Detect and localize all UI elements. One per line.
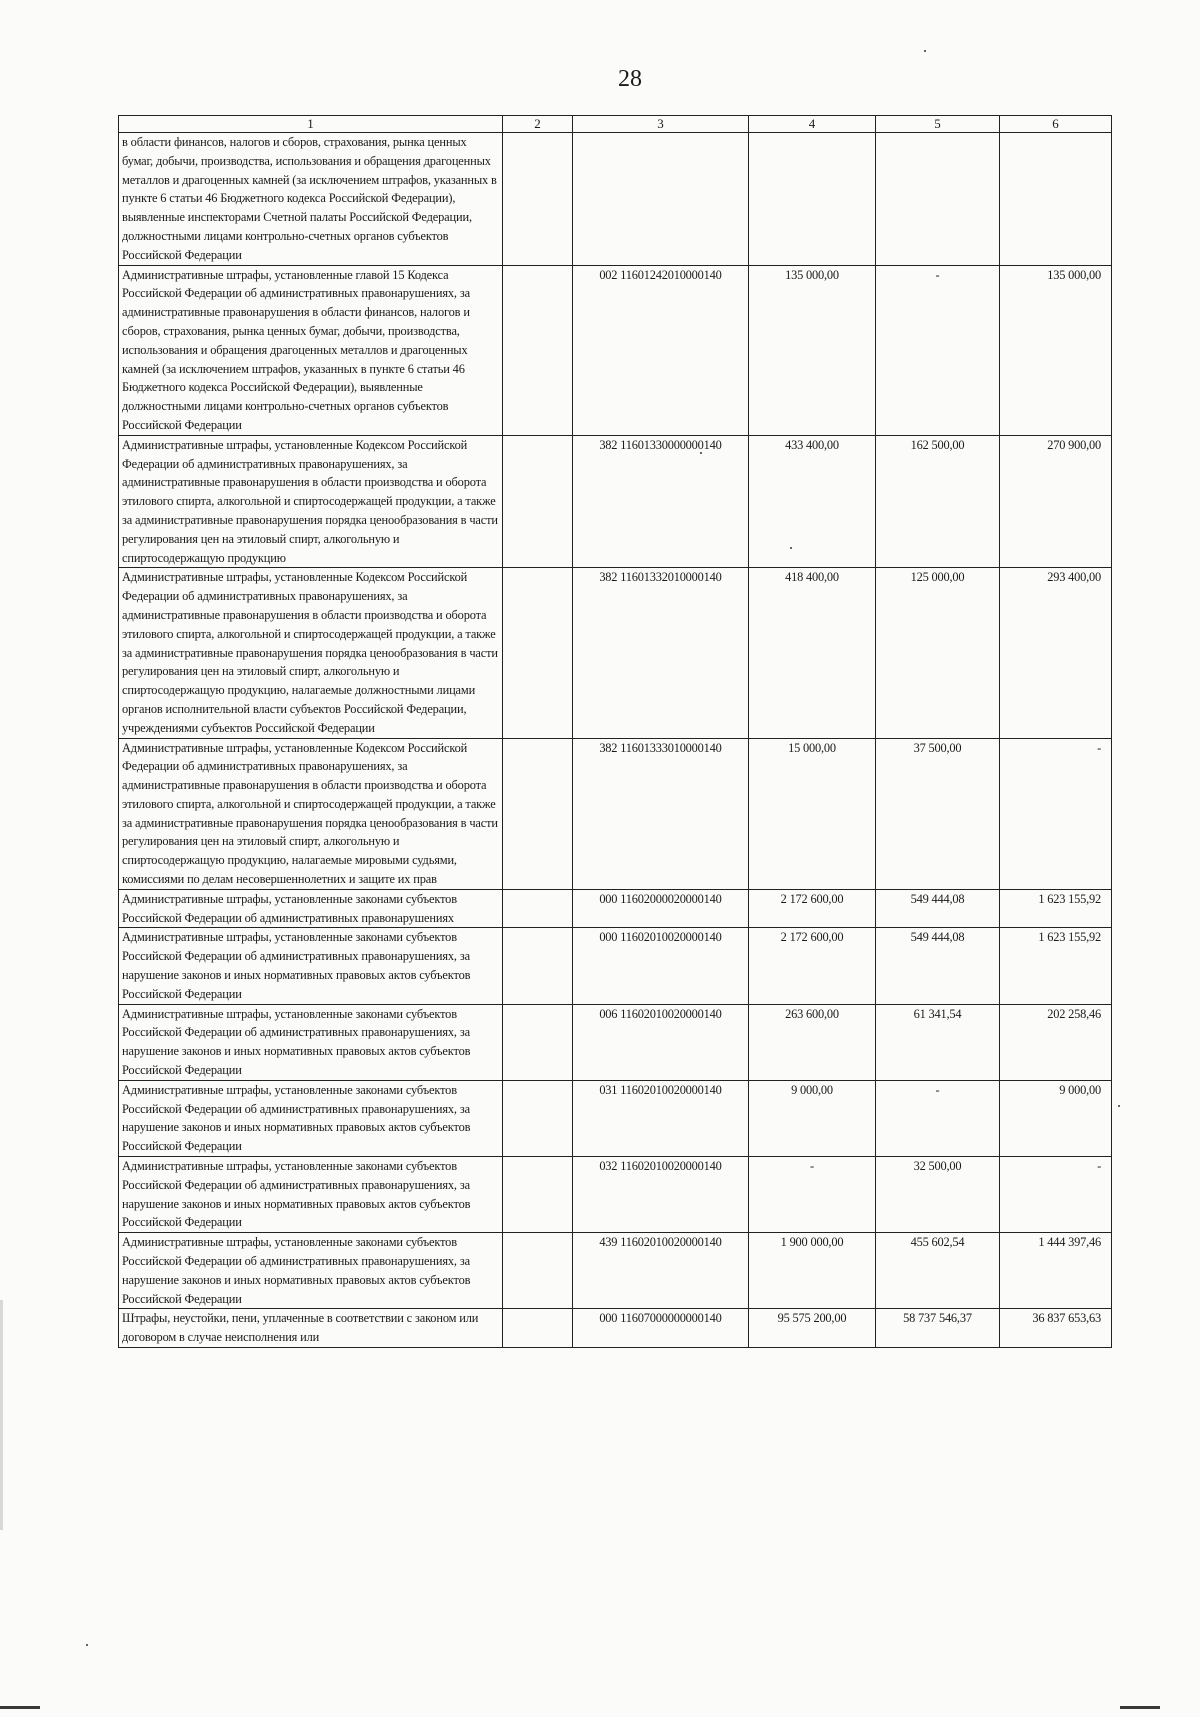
row-plan-amount: 9 000,00 (749, 1080, 876, 1156)
table-row (119, 1309, 1112, 1348)
row-difference-amount: 1 623 155,92 (1000, 889, 1112, 928)
row-difference-amount: 293 400,00 (1000, 568, 1112, 738)
scan-speck (790, 547, 792, 549)
row-fact-amount: - (876, 265, 1000, 435)
row-difference-amount: 135 000,00 (1000, 265, 1112, 435)
row-column-2 (503, 889, 573, 928)
scan-bottom-noise (1120, 1706, 1160, 1709)
row-description: Административные штрафы, установленные законами субъектов Российской Федерации об административных правонарушениях, за нарушение законов и иных нормативных правовых актов субъектов Российской Федерации (119, 928, 503, 1004)
row-plan-amount: 418 400,00 (749, 568, 876, 738)
row-description: Административные штрафы, установленные законами субъектов Российской Федерации об административных правонарушениях (119, 889, 503, 928)
table-row (119, 1233, 1112, 1309)
table-row (119, 265, 1112, 435)
row-plan-amount: 433 400,00 (749, 435, 876, 568)
row-column-2 (503, 1080, 573, 1156)
scan-speck (700, 452, 702, 454)
column-header: 4 (749, 116, 876, 133)
row-difference-amount: 270 900,00 (1000, 435, 1112, 568)
row-budget-code: 000 11602000020000140 (573, 889, 749, 928)
row-difference-amount: - (1000, 738, 1112, 889)
row-plan-amount: 15 000,00 (749, 738, 876, 889)
row-difference-amount: 1 623 155,92 (1000, 928, 1112, 1004)
column-header: 2 (503, 116, 573, 133)
row-column-2 (503, 568, 573, 738)
row-budget-code (573, 133, 749, 266)
row-column-2 (503, 928, 573, 1004)
row-description: Административные штрафы, установленные Кодексом Российской Федерации об административных правонарушениях, за административные правонарушения в области производства и оборота этилового спирта, алкогольной и спиртосодержащей продукции, а также за административные правонарушения порядка ценообразования в части регулирования цен на этиловый спирт, алкогольную и спиртосодержащую продукцию, налагаемые мировыми судьями, комиссиями по делам несовершеннолетних и защите их прав (119, 738, 503, 889)
row-budget-code: 002 11601242010000140 (573, 265, 749, 435)
row-fact-amount: 549 444,08 (876, 889, 1000, 928)
row-fact-amount: 58 737 546,37 (876, 1309, 1000, 1348)
table-row (119, 1004, 1112, 1080)
row-description: Административные штрафы, установленные главой 15 Кодекса Российской Федерации об административных правонарушениях, за административные правонарушения в области финансов, налогов и сборов, страхования, рынка ценных бумаг, добычи, производства, использования и обращения драгоценных металлов и драгоценных камней (за исключением штрафов, указанных в пункте 6 статьи 46 Бюджетного кодекса Российской Федерации), выявленные должностными лицами контрольно-счетных органов субъектов Российской Федерации (119, 265, 503, 435)
row-fact-amount: - (876, 1080, 1000, 1156)
scan-speck (86, 1644, 88, 1646)
row-plan-amount (749, 133, 876, 266)
row-column-2 (503, 738, 573, 889)
row-fact-amount: 455 602,54 (876, 1233, 1000, 1309)
row-column-2 (503, 1157, 573, 1233)
row-difference-amount: - (1000, 1157, 1112, 1233)
row-difference-amount: 9 000,00 (1000, 1080, 1112, 1156)
table-row (119, 1157, 1112, 1233)
table-row (119, 133, 1112, 266)
table-row (119, 738, 1112, 889)
scan-speck (1118, 1105, 1120, 1107)
table-row (119, 568, 1112, 738)
row-description: в области финансов, налогов и сборов, страхования, рынка ценных бумаг, добычи, производства, использования и обращения драгоценных металлов и драгоценных камней (за исключением штрафов, указанных в пункте 6 статьи 46 Бюджетного кодекса Российской Федерации), выявленные инспекторами Счетной палаты Российской Федерации, должностными лицами контрольно-счетных органов субъектов Российской Федерации (119, 133, 503, 266)
table-row (119, 889, 1112, 928)
row-difference-amount: 1 444 397,46 (1000, 1233, 1112, 1309)
table-row (119, 1080, 1112, 1156)
row-column-2 (503, 265, 573, 435)
row-fact-amount: 125 000,00 (876, 568, 1000, 738)
row-difference-amount (1000, 133, 1112, 266)
scan-bottom-noise (0, 1706, 40, 1709)
row-difference-amount: 202 258,46 (1000, 1004, 1112, 1080)
column-header: 6 (1000, 116, 1112, 133)
row-plan-amount: - (749, 1157, 876, 1233)
column-header: 5 (876, 116, 1000, 133)
row-fact-amount: 37 500,00 (876, 738, 1000, 889)
scan-edge-shadow (0, 1300, 3, 1530)
row-column-2 (503, 1233, 573, 1309)
row-description: Административные штрафы, установленные законами субъектов Российской Федерации об административных правонарушениях, за нарушение законов и иных нормативных правовых актов субъектов Российской Федерации (119, 1080, 503, 1156)
table-row (119, 435, 1112, 568)
row-description: Административные штрафы, установленные законами субъектов Российской Федерации об административных правонарушениях, за нарушение законов и иных нормативных правовых актов субъектов Российской Федерации (119, 1233, 503, 1309)
row-budget-code: 382 11601330000000140 (573, 435, 749, 568)
table-header-row (119, 116, 1112, 133)
row-description: Штрафы, неустойки, пени, уплаченные в соответствии с законом или договором в случае неисполнения или (119, 1309, 503, 1348)
row-plan-amount: 263 600,00 (749, 1004, 876, 1080)
row-plan-amount: 135 000,00 (749, 265, 876, 435)
row-description: Административные штрафы, установленные Кодексом Российской Федерации об административных правонарушениях, за административные правонарушения в области производства и оборота этилового спирта, алкогольной и спиртосодержащей продукции, а также за административные правонарушения порядка ценообразования в части регулирования цен на этиловый спирт, алкогольную и спиртосодержащую продукцию, налагаемые должностными лицами органов исполнительной власти субъектов Российской Федерации, учреждениями субъектов Российской Федерации (119, 568, 503, 738)
row-difference-amount: 36 837 653,63 (1000, 1309, 1112, 1348)
page-number: 28 (618, 66, 642, 92)
scan-speck (924, 50, 926, 52)
row-column-2 (503, 1004, 573, 1080)
row-plan-amount: 95 575 200,00 (749, 1309, 876, 1348)
column-header: 1 (119, 116, 503, 133)
row-budget-code: 032 11602010020000140 (573, 1157, 749, 1233)
row-column-2 (503, 133, 573, 266)
row-plan-amount: 2 172 600,00 (749, 928, 876, 1004)
table-row (119, 928, 1112, 1004)
row-budget-code: 382 11601332010000140 (573, 568, 749, 738)
revenue-table (118, 115, 1112, 1348)
table-body (119, 133, 1112, 1348)
row-plan-amount: 1 900 000,00 (749, 1233, 876, 1309)
row-budget-code: 000 11607000000000140 (573, 1309, 749, 1348)
row-fact-amount (876, 133, 1000, 266)
column-header: 3 (573, 116, 749, 133)
row-fact-amount: 549 444,08 (876, 928, 1000, 1004)
row-fact-amount: 32 500,00 (876, 1157, 1000, 1233)
row-budget-code: 031 11602010020000140 (573, 1080, 749, 1156)
row-budget-code: 382 11601333010000140 (573, 738, 749, 889)
row-fact-amount: 61 341,54 (876, 1004, 1000, 1080)
row-description: Административные штрафы, установленные Кодексом Российской Федерации об административных правонарушениях, за административные правонарушения в области производства и оборота этилового спирта, алкогольной и спиртосодержащей продукции, а также за административные правонарушения порядка ценообразования в части регулирования цен на этиловый спирт, алкогольную и спиртосодержащую продукцию (119, 435, 503, 568)
row-description: Административные штрафы, установленные законами субъектов Российской Федерации об административных правонарушениях, за нарушение законов и иных нормативных правовых актов субъектов Российской Федерации (119, 1157, 503, 1233)
row-budget-code: 439 11602010020000140 (573, 1233, 749, 1309)
row-budget-code: 000 11602010020000140 (573, 928, 749, 1004)
row-budget-code: 006 11602010020000140 (573, 1004, 749, 1080)
row-plan-amount: 2 172 600,00 (749, 889, 876, 928)
row-fact-amount: 162 500,00 (876, 435, 1000, 568)
row-column-2 (503, 435, 573, 568)
row-description: Административные штрафы, установленные законами субъектов Российской Федерации об административных правонарушениях, за нарушение законов и иных нормативных правовых актов субъектов Российской Федерации (119, 1004, 503, 1080)
row-column-2 (503, 1309, 573, 1348)
